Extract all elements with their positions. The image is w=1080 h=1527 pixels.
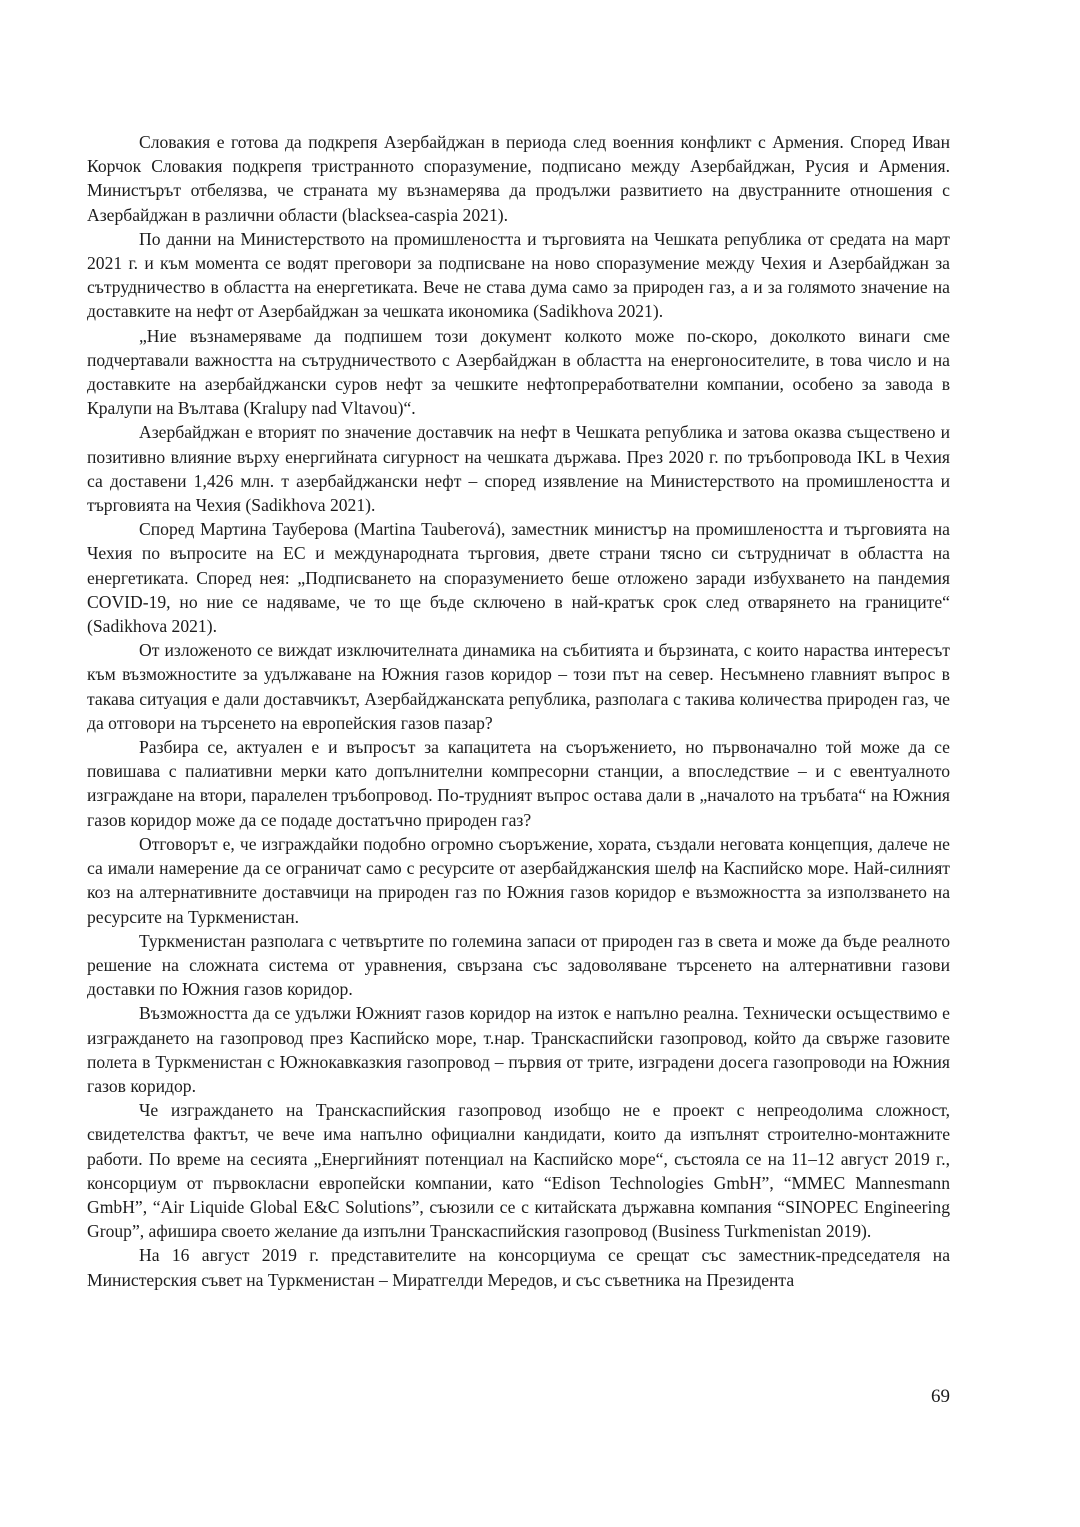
paragraph-5: Според Мартина Тауберова (Martina Tauberová), заместник министър на промишлеността и търговията на Чехия по въпросите на ЕС и международната търговия, двете страни тясно си сътрудничат в областта на енергетиката. Според нея: „Подписването на споразумението беше отложено заради избухването на пандемия COVID-19, но ние се надяваме, че то ще бъде сключено в най-кратък срок след отварянето на границите“ (Sadikhova 2021).: [87, 519, 950, 637]
paragraph-7: Разбира се, актуален е и въпросът за капацитета на съоръжението, но първоначално той може да се повишава с палиативни мерки като допълнителни компресорни станции, а впоследствие – и с евентуалното изграждане на втори, паралелен тръбопровод. По-трудният въпрос остава дали в „началото на тръбата“ на Южния газов коридор може да се подаде достатъчно природен газ?: [87, 737, 950, 830]
paragraph-10: Възможността да се удължи Южният газов коридор на изток е напълно реална. Технически осъществимо е изграждането на газопровод през Каспийско море, т.нар. Транскаспийски газопровод, който да свърже газовите полета в Туркменистан с Южнокавказкия газопровод – първия от трите, изградени досега газопроводи на Южния газов коридор.: [87, 1003, 950, 1096]
document-body: [87, 130, 950, 1292]
paragraph-6: От изложеното се виждат изключителната динамика на събитията и бързината, с които нараства интересът към възможностите за удължаване на Южния газов коридор – този път на север. Несъмнено главният въпрос в такава ситуация е дали доставчикът, Азербайджанската република, разполага с такива количества природен газ, че да отговори на търсенето на европейския газов пазар?: [87, 640, 950, 733]
paragraph-1: Словакия е готова да подкрепя Азербайджан в периода след военния конфликт с Армения. Според Иван Корчок Словакия подкрепя тристранното споразумение, подписано между Азербайджан, Русия и Армения. Министърът отбелязва, че страната му възнамерява да продължи развитието на двустранните отношения с Азербайджан в различни области (blacksea-caspia 2021).: [87, 132, 950, 225]
paragraph-11: Че изграждането на Транскаспийския газопровод изобщо не е проект с непреодолима сложност, свидетелства фактът, че вече има напълно официални кандидати, които да изпълнят строително-монтажните работи. По време на сесията „Енергийният потенциал на Каспийско море“, състояла се на 11–12 август 2019 г., консорциум от първокласни европейски компании, като “Edison Technologies GmbH”, “MMEC Mannesmann GmbH”, “Air Liquide Global E&C Solutions”, съюзили се с китайската държавна компания “SINOPEC Engineering Group”, афишира своето желание да изпълни Транскаспийския газопровод (Business Turkmenistan 2019).: [87, 1100, 950, 1242]
paragraph-4: Азербайджан е вторият по значение доставчик на нефт в Чешката република и затова оказва съществено и позитивно влияние върху енергийната сигурност на чешката държава. През 2020 г. по тръбопровода IKL в Чехия са доставени 1,426 млн. т азербайджански нефт – според изявление на Министерството на промишлеността и търговията на Чехия (Sadikhova 2021).: [87, 422, 950, 516]
paragraph-8: Отговорът е, че изграждайки подобно огромно съоръжение, хората, създали неговата концепция, далече не са имали намерение да се ограничат само с ресурсите от азербайджанския шелф на Каспийско море. Най-силният коз на алтернативните доставчици на природен газ по Южния газов коридор е възможността за използването на ресурсите на Туркменистан.: [87, 833, 950, 927]
paragraph-9: Туркменистан разполага с четвъртите по големина запаси от природен газ в света и може да бъде реалното решение на сложната система от уравнения, свързана със задоволяване търсенето на алтернативни газови доставки по Южния газов коридор.: [87, 930, 950, 1000]
paragraph-12: На 16 август 2019 г. представителите на консорциума се срещат със заместник-председателя на Министерския съвет на Туркменистан – Миратгелди Мередов, и със съветника на Президента: [87, 1245, 950, 1290]
paragraph-3: „Ние възнамеряваме да подпишем този документ колкото може по-скоро, доколкото винаги сме подчертавали важността на сътрудничеството с Азербайджан в областта на енергоносителите, в това число и на доставките на азербайджански суров нефт за чешките нефтопреработвателни компании, особено за завода в Кралупи на Вълтава (Kralupy nad Vltavou)“.: [87, 325, 950, 419]
page-number: 69: [931, 1386, 950, 1407]
paragraph-2: По данни на Министерството на промишлеността и търговията на Чешката република от средата на март 2021 г. и към момента се водят преговори за подписване на ново споразумение между Чехия и Азербайджан за сътрудничество в областта на енергетиката. Вече не става дума само за природен газ, а и за голямото значение на доставките на нефт от Азербайджан за чешката икономика (Sadikhova 2021).: [87, 228, 950, 322]
